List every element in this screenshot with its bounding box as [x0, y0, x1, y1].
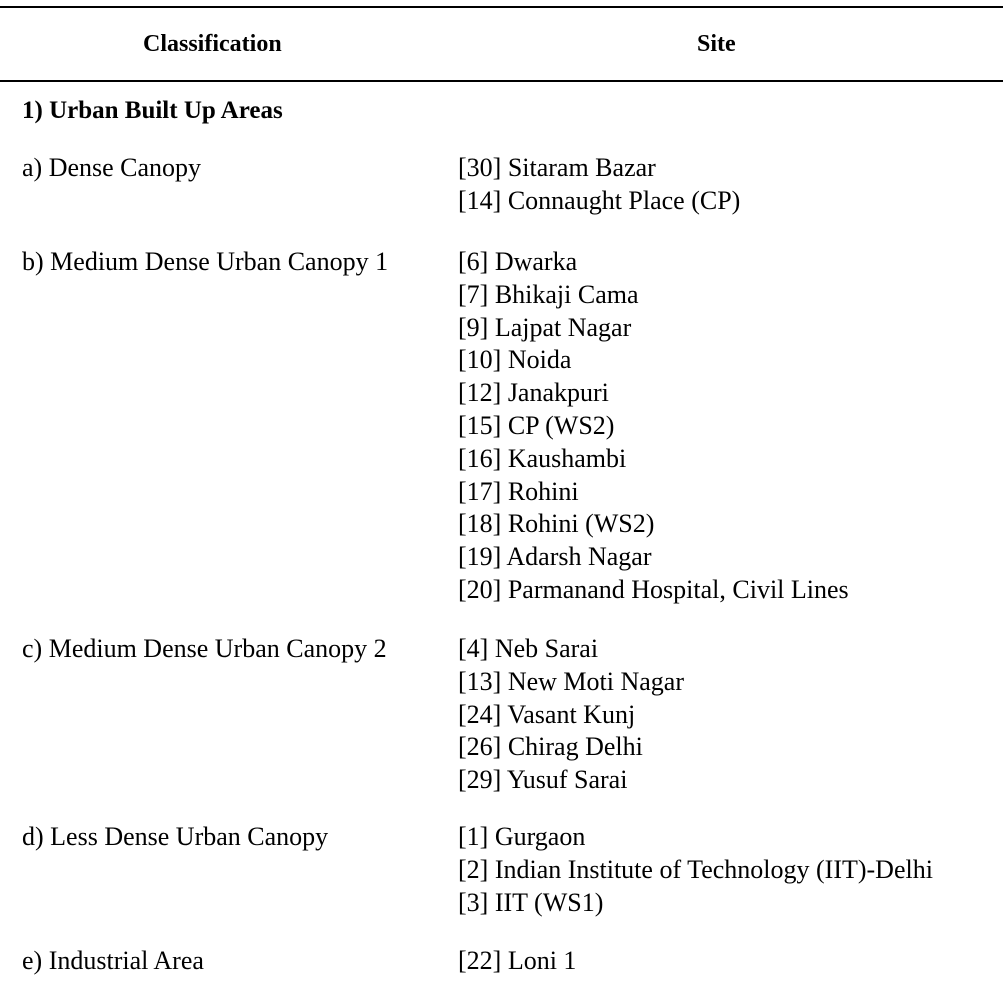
classification-label: d) Less Dense Urban Canopy — [22, 822, 329, 851]
column-header-site: Site — [697, 31, 736, 57]
site-item: [22] Loni 1 — [458, 946, 577, 975]
site-list — [458, 945, 576, 978]
site-item: [1] Gurgaon — [458, 822, 586, 851]
site-list — [458, 633, 684, 797]
site-item: [4] Neb Sarai — [458, 634, 599, 663]
site-item: [17] Rohini — [458, 476, 579, 506]
site-item: [12] Janakpuri — [458, 378, 609, 408]
site-item: [9] Lajpat Nagar — [458, 312, 632, 342]
site-item: [15] CP (WS2) — [458, 410, 615, 440]
site-item: [3] IIT (WS1) — [458, 887, 604, 917]
site-item: [7] Bhikaji Cama — [458, 279, 639, 309]
table-top-rule — [0, 6, 1003, 8]
site-item: [29] Yusuf Sarai — [458, 765, 628, 795]
section-heading: 1) Urban Built Up Areas — [22, 97, 283, 124]
classification-label: b) Medium Dense Urban Canopy 1 — [22, 247, 389, 276]
column-header-classification: Classification — [143, 31, 282, 57]
site-item: [18] Rohini (WS2) — [458, 509, 655, 539]
classification-label: e) Industrial Area — [22, 946, 204, 975]
site-item: [14] Connaught Place (CP) — [458, 185, 741, 215]
site-item: [30] Sitaram Bazar — [458, 153, 656, 182]
site-item: [2] Indian Institute of Technology (IIT)-Delhi — [458, 854, 933, 884]
site-item: [6] Dwarka — [458, 247, 578, 276]
site-item: [26] Chirag Delhi — [458, 732, 643, 762]
site-item: [13] New Moti Nagar — [458, 666, 684, 696]
header-rule — [0, 80, 1003, 82]
site-item: [20] Parmanand Hospital, Civil Lines — [458, 574, 849, 604]
site-item: [19] Adarsh Nagar — [458, 542, 652, 572]
site-item: [24] Vasant Kunj — [458, 699, 636, 729]
site-list — [458, 821, 933, 919]
site-list — [458, 152, 740, 218]
classification-label: c) Medium Dense Urban Canopy 2 — [22, 634, 387, 663]
site-list — [458, 246, 849, 607]
classification-label: a) Dense Canopy — [22, 153, 202, 182]
site-item: [10] Noida — [458, 345, 572, 375]
site-item: [16] Kaushambi — [458, 443, 627, 473]
